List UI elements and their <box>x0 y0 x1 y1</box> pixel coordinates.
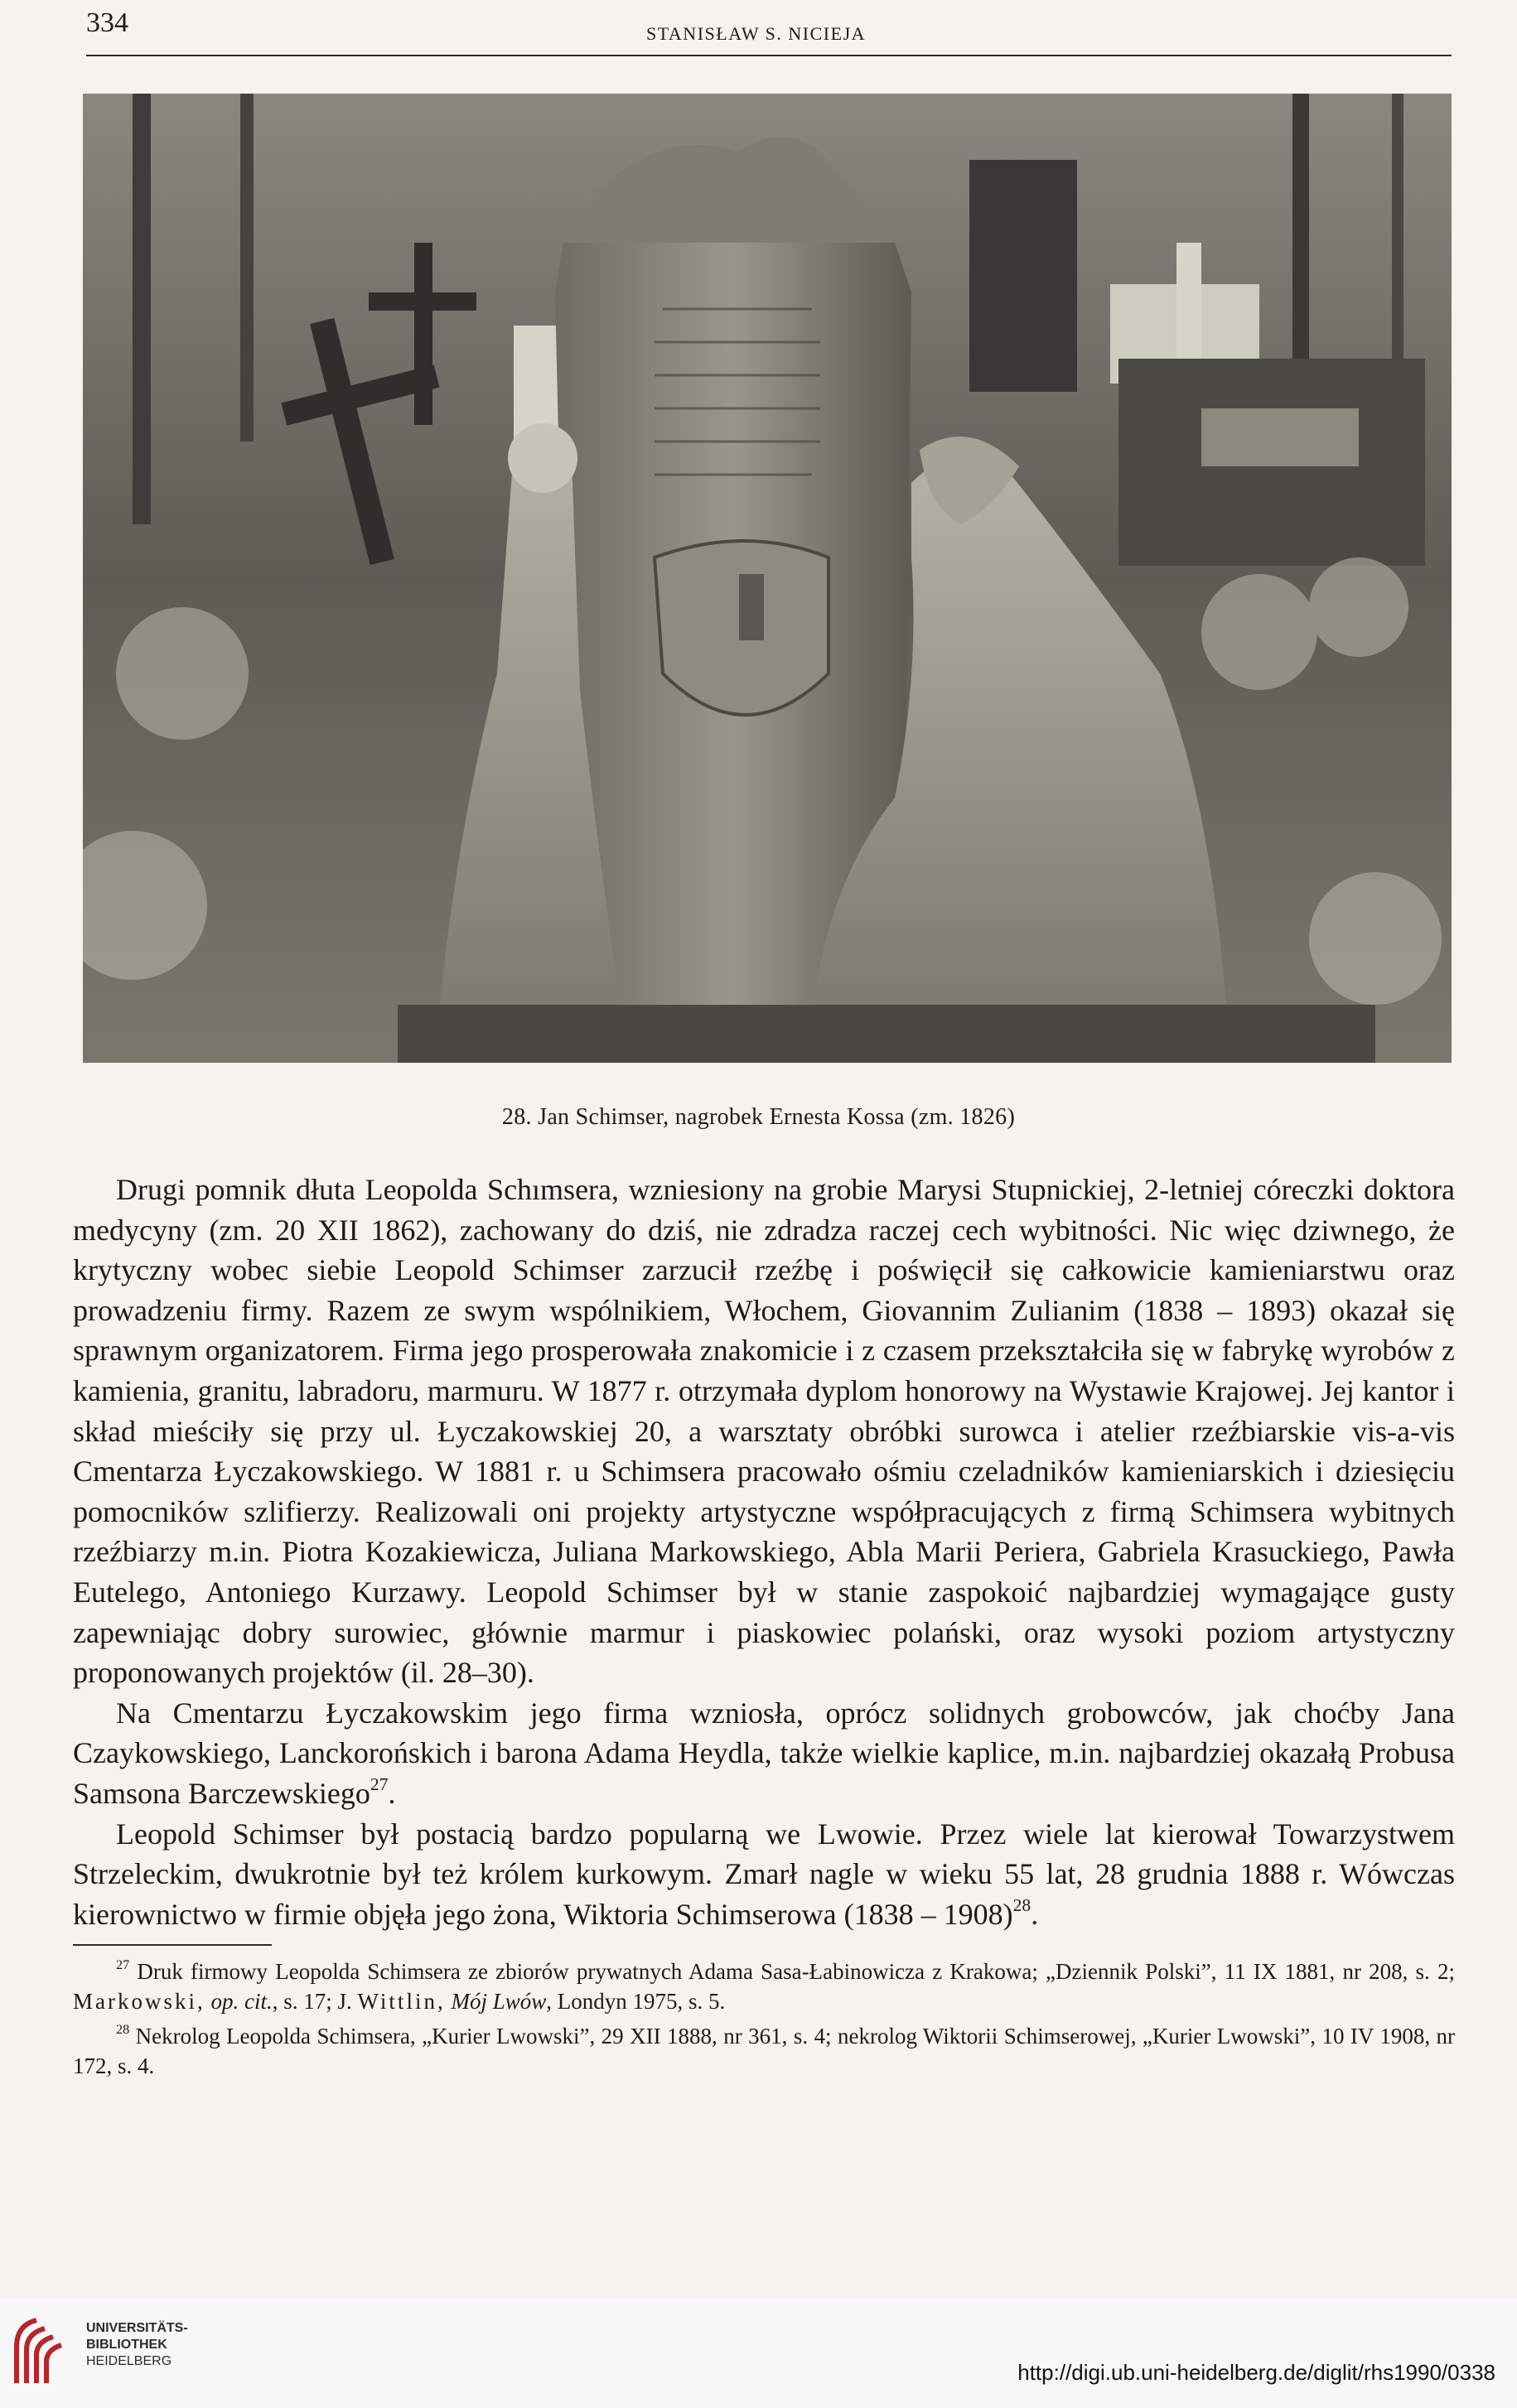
footnote-reference: 28 <box>1012 1894 1031 1915</box>
page-number: 334 <box>86 7 128 38</box>
figure-caption: 28. Jan Schimser, nagrobek Ernesta Kossa (zm. 1826) <box>501 1104 1016 1130</box>
photo-illustration <box>83 94 1452 1063</box>
body-text <box>73 1170 1455 1934</box>
tombstone-photograph <box>83 94 1452 1063</box>
footnote-number: 27 <box>116 1957 130 1972</box>
footnote-rule <box>73 1944 272 1946</box>
footnote: $^{28}$ Nekrolog Leopolda Schimsera, „Kurier Lwowski”, 29 XII 1888, nr 361, s. 4; nekrolog Wiktorii Schimserowej, „Kurier Lwowski”, 10 IV 1908, nr 172, s. 4. <box>73 2021 1456 2078</box>
footnotes <box>73 1957 1455 2086</box>
footnote-reference: 27 <box>370 1773 389 1794</box>
footer-bar <box>0 2299 1517 2408</box>
footnote-number: 28 <box>116 2021 130 2037</box>
paragraph: Drugi pomnik dłuta Leopolda Schımsera, wzniesiony na grobie Marysi Stupnickiej, 2-letniej córeczki doktora medycyny (zm. 20 XII 1862), zachowany do dziś, nie zdradza raczej cech wybitności. Nic więc dziwnego, że krytyczny wobec siebie Leopold Schimser zarzucił rzeźbę i poświęcił się całkowicie kamieniarstwu oraz prowadzeniu firmy. Razem ze swym wspólnikiem, Włochem, Giovannim Zulianim (1838 – 1893) okazał się sprawnym organizatorem. Firma jego prosperowała znakomicie i z czasem przekształciła się w fabrykę wyrobów z kamienia, granitu, labradoru, marmuru. W 1877 r. otrzymała dyplom honorowy na Wystawie Krajowej. Jej kantor i skład mieściły się przy ul. Łyczakowskiej 20, a warsztaty obróbki surowca i atelier rzeźbiarskie vis-a-vis Cmentarza Łyczakowskiego. W 1881 r. u Schimsera pracowało ośmiu czeladników kamieniarskich i dziesięciu pomocników szlifierzy. Realizowali oni projekty artystyczne współpracujących z firmą Schimsera wybitnych rzeźbiarzy m.in. Piotra Kozakiewicza, Juliana Markowskiego, Abla Marii Periera, Gabriela Krasuckiego, Pawła Eutelego, Antoniego Kurzawy. Leopold Schimser był w stanie zaspokoić najbardziej wymagające gusty zapewniając dobry surowiec, głównie marmur i piaskowiec polański, oraz wysoki poziom artystyczny proponowanych projektów (il. 28–30). <box>73 1173 1455 1690</box>
paragraph: Na Cmentarzu Łyczakowskim jego firma wzniosła, oprócz solidnych grobowców, jak choćby Jana Czaykowskiego, Lanckorońskich i barona Adama Heydla, także wielkie kaplice, m.in. najbardziej okazałą Probusa Samsona Barczewskiego$^{27}$. <box>73 1696 1455 1810</box>
library-logo-icon <box>12 2314 75 2388</box>
header-rule <box>86 55 1452 56</box>
library-name: UNIVERSITÄTS- BIBLIOTHEK HEIDELBERG <box>86 2321 188 2368</box>
footnote: $^{27}$ Druk firmowy Leopolda Schimsera ze zbiorów prywatnych Adama Sasa-Łabinowicza z Krakowa; „Dziennik Polski”, 11 IX 1881, nr 208, s. 2; Markowski, op. cit., s. 17; J. Wittlin, Mój Lwów, Londyn 1975, s. 5. <box>73 1957 1455 2014</box>
running-head: STANISŁAW S. NICIEJA <box>646 23 867 44</box>
source-url[interactable]: http://digi.ub.uni-heidelberg.de/diglit/rhs1990/0338 <box>1017 2360 1495 2385</box>
paragraph: Leopold Schimser był postacią bardzo popularną we Lwowie. Przez wiele lat kierował Towarzystwem Strzeleckim, dwukrotnie był też królem kurkowym. Zmarł nagle w wieku 55 lat, 28 grudnia 1888 r. Wówczas kierownictwo w firmie objęła jego żona, Wiktoria Schimserowa (1838 – 1908)$^{28}$. <box>73 1817 1455 1931</box>
